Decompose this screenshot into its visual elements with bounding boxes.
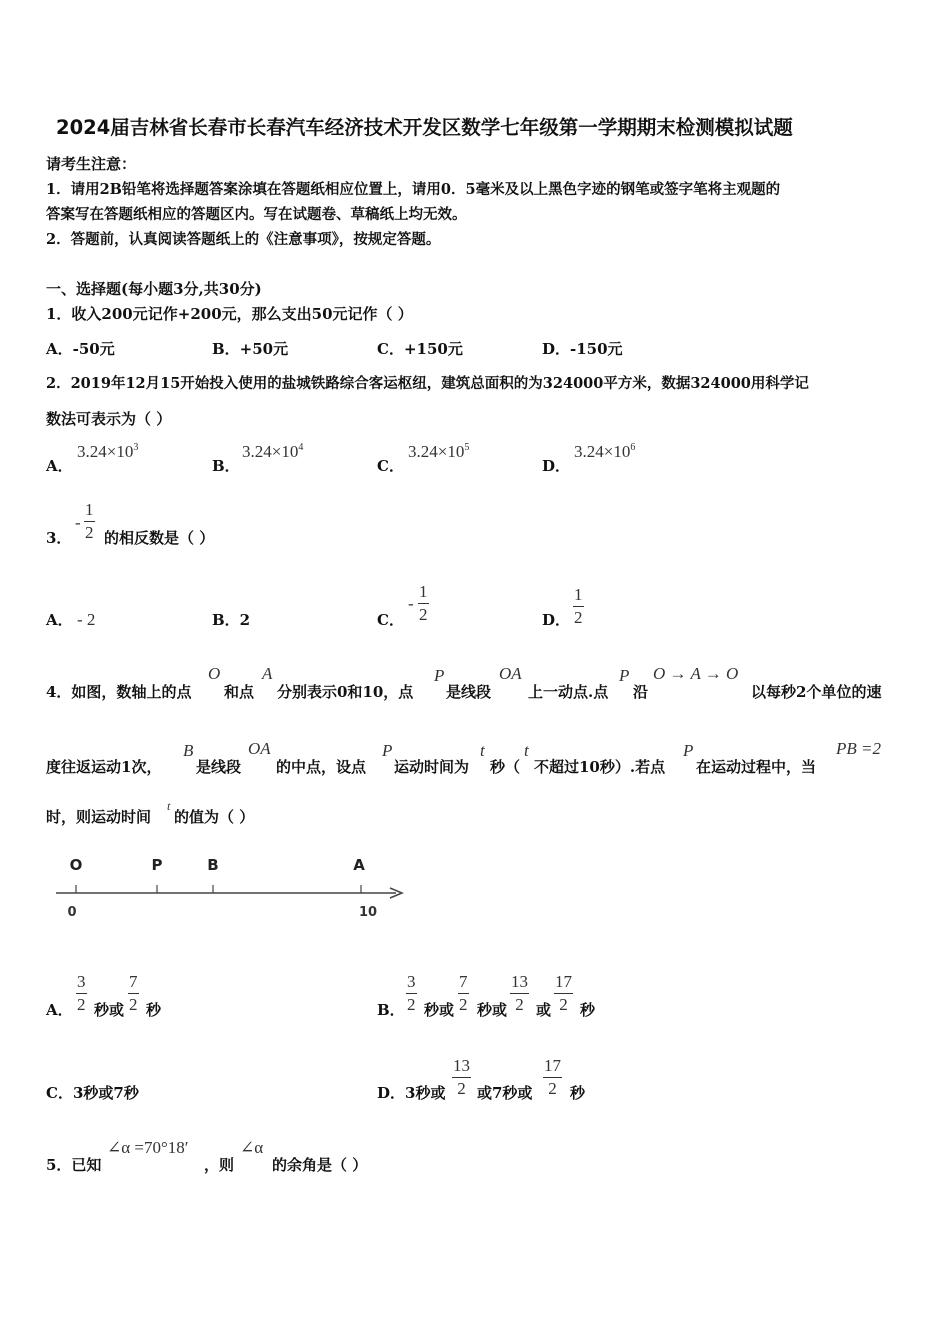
q4-option-a-text-1: 秒或 [94,1001,125,1019]
q4-var-t-3: t [167,799,171,813]
q4-text-7: 以每秒2个单位的速 [751,683,882,701]
q4-path: O → A → O [653,664,739,683]
q3-option-c-label: C． [377,611,404,629]
q4-option-b-text-4: 秒 [580,1001,596,1019]
q4-point-p-4: P [683,741,694,760]
q4-point-o: O [208,664,221,683]
q4-text-11: 运动时间为 [394,758,470,776]
q4-option-b-label: B． [377,1001,405,1019]
tick-label-10: 10 [358,905,378,920]
q1-option-b: B．+50元 [212,340,289,358]
q4-point-p-3: P [382,741,393,760]
q3-option-c-fraction: 1 2 [419,582,428,624]
q3-option-a-label: A． [46,611,73,629]
q1-option-a: A．-50元 [46,340,115,358]
q3-option-d-label: D． [542,611,571,629]
q4-text-9: 是线段 [196,758,242,776]
q4-option-b-frac-3: 13 2 [511,972,528,1014]
q1-option-d: D．-150元 [542,340,623,358]
q2-option-d-value: $3.24\times 10^6$ [574,442,636,461]
q2-option-b-label: B． [212,457,240,475]
q4-option-b-text-2: 秒或 [477,1001,508,1019]
q4-option-a-frac-2: 7 2 [129,972,138,1014]
label-o: O [69,856,83,874]
q5-text-1: 5．已知 [46,1156,102,1174]
q4-text-16: 的值为（ ） [174,808,255,826]
notice-line-1a: 1．请用2B铅笔将选择题答案涂填在答题纸相应位置上，请用0．5毫米及以上黑色字迹的钢笔或签字笔将主观题的 [46,181,781,198]
q4-text-4: 是线段 [446,683,492,701]
notice-line-1b: 答案写在答题纸相应的答题区内。写在试题卷、草稿纸上均无效。 [46,206,467,223]
q2-option-c-label: C． [377,457,404,475]
notice-heading: 请考生注意： [46,155,137,173]
q4-text-6: 沿 [633,683,649,701]
notice-line-2: 2．答题前，认真阅读答题纸上的《注意事项》，按规定答题。 [46,231,441,248]
q2-option-d-label: D． [542,457,571,475]
q4-point-p: P [434,666,445,685]
q4-option-b-text-1: 秒或 [424,1001,455,1019]
q4-text-3: 分别表示0和10，点 [277,683,414,701]
q5-text-2: ，则 [204,1156,235,1174]
q4-point-b: B [183,741,194,760]
q4-text-10: 的中点，设点 [276,758,367,776]
q4-option-c: C．3秒或7秒 [46,1084,139,1102]
q3-option-a-value: - 2 [77,610,96,629]
q4-option-a-text-2: 秒 [146,1001,162,1019]
q4-var-t-2: t [524,741,529,760]
q2-option-b-value: $3.24\times 10^4$ [242,442,304,461]
q3-option-d-fraction: 1 2 [574,585,583,627]
q4-option-a-frac-1: 3 2 [77,972,86,1014]
label-a: A [353,856,365,874]
q4-condition: PB =2 [836,739,881,758]
q4-point-a: A [262,664,273,683]
q4-option-b-frac-4: 17 2 [555,972,572,1014]
q4-var-t: t [480,741,485,760]
q4-text-15: 时，则运动时间 [46,808,152,826]
q3-option-b: B．2 [212,611,251,629]
q4-text-8: 度往返运动1次， [46,758,162,776]
q4-option-b-frac-1: 3 2 [407,972,416,1014]
section-heading: 一、选择题(每小题3分,共30分) [46,280,262,298]
q2-option-a-value: $3.24\times 10^3$ [77,442,139,461]
q3-number: 3． [46,529,72,547]
label-p: P [151,856,163,874]
q4-option-d-label: D．3秒或 [377,1084,446,1102]
q4-option-b-text-3: 或 [536,1001,552,1019]
q3-fraction: 1 2 [85,500,94,542]
q4-option-d-frac-1: 13 2 [453,1056,470,1098]
q2-option-a-label: A． [46,457,73,475]
tick-label-0: 0 [67,905,77,920]
q4-text-13: 不超过10秒）.若点 [534,758,666,776]
q4-option-d-frac-2: 17 2 [544,1056,561,1098]
q4-text-14: 在运动过程中，当 [696,758,817,776]
q4-option-d-text-2: 秒 [570,1084,586,1102]
q4-option-d-text-1: 或7秒或 [477,1084,533,1102]
q4-segment-oa: OA [499,664,522,683]
q4-text-12: 秒（ [490,758,521,776]
q2-option-c-value: $3.24\times 10^5$ [408,442,470,461]
number-line-diagram [50,850,410,925]
q4-point-p-2: P [619,666,630,685]
q4-text-2: 和点 [224,683,255,701]
q3-option-c-neg: - [408,594,414,613]
q1-option-c: C．+150元 [377,340,463,358]
q4-text-1: 4．如图，数轴上的点 [46,683,192,701]
q3-neg-sign: - [75,513,81,532]
q4-text-5: 上一动点.点 [528,683,609,701]
q1-stem: 1．收入200元记作+200元，那么支出50元记作（ ） [46,305,413,323]
label-b: B [207,856,219,874]
q5-expression: ∠α =70°18′ [107,1138,189,1157]
q2-stem-2: 数法可表示为（ ） [46,410,172,428]
q5-angle: ∠α [240,1138,264,1157]
q4-option-b-frac-2: 7 2 [459,972,468,1014]
q4-option-a-label: A． [46,1001,73,1019]
q5-text-3: 的余角是（ ） [272,1156,368,1174]
q2-stem-1: 2．2019年12月15开始投入使用的盐城铁路综合客运枢纽，建筑总面积的为324000平方米，数据324000用科学记 [46,375,809,392]
q3-stem-tail: 的相反数是（ ） [104,529,215,547]
q4-segment-oa-2: OA [248,739,271,758]
page-title: 2024届吉林省长春市长春汽车经济技术开发区数学七年级第一学期期末检测模拟试题 [56,116,793,139]
